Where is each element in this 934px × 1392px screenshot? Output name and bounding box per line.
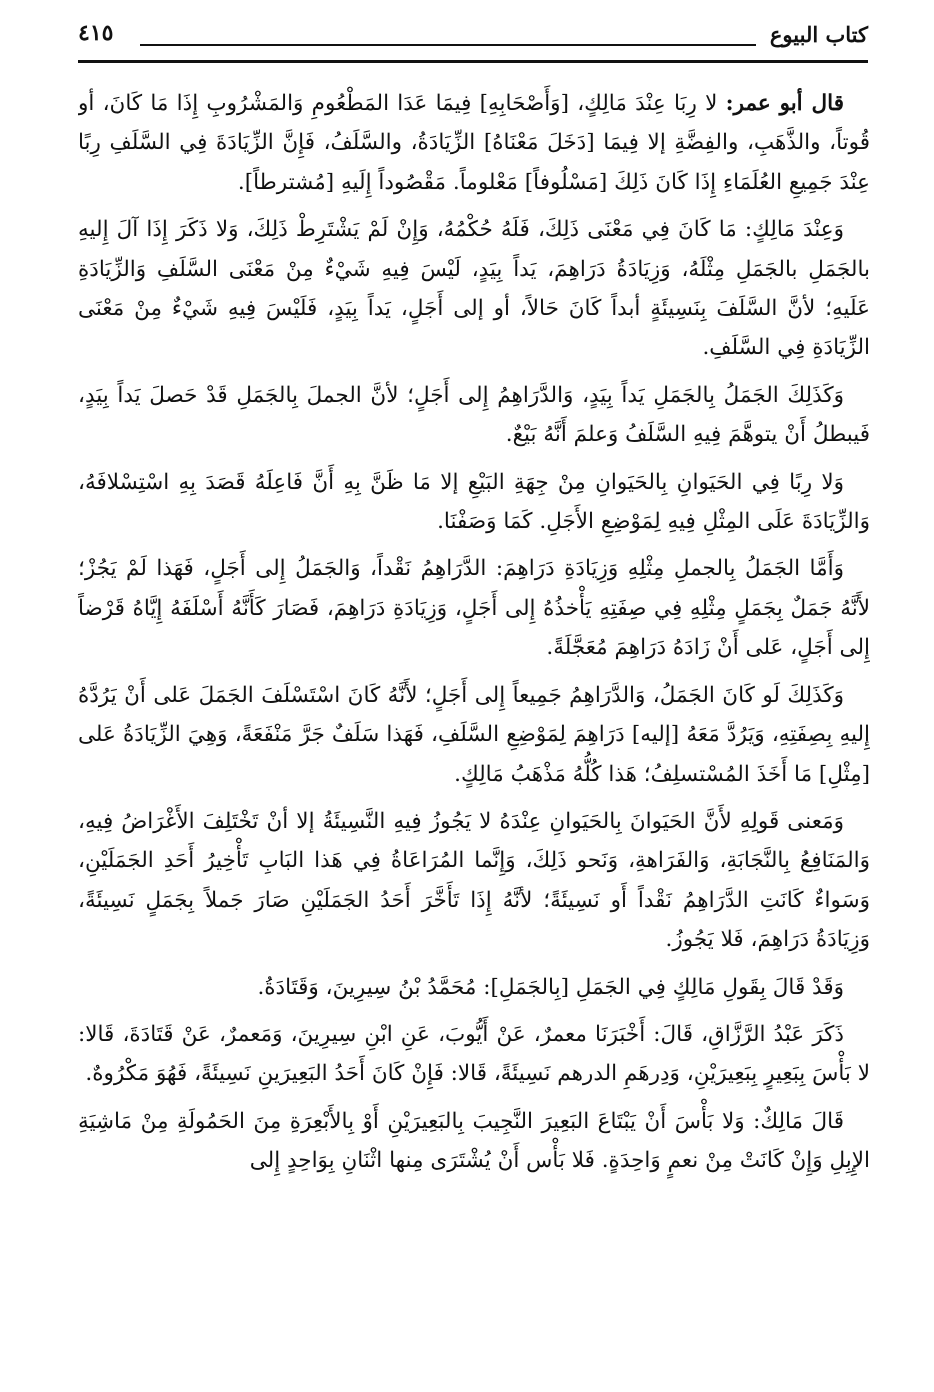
paragraph-text: وَعِنْدَ مَالِكٍ: مَا كَانَ فِي مَعْنَى ذَلِكَ، فَلَهُ حُكْمُهُ، وَإِنْ لَمْ يَشْتَرِطْ ذَلِكَ، وَلا ذَكَرَ إِذَا آلَ إِليهِ بالجَمَلِ بالجَمَلِ مِثْلَهُ، وَزِيَادَةُ دَرَاهِمَ، يَداً بِيَدٍ، لَيْسَ فِيهِ شَيْءٌ مِنْ مَعْنَى السَّلَفِ وَالزِّيَادَةِ عَلَيهِ؛ لأنَّ السَّلَفَ بِنَسِيئَةٍ أبداً كَانَ حَالاً، أو إلى أَجَلٍ، يَداً بِيَدٍ، فَلَيْسَ فِيهِ شَيْءٌ مِنْ مَعْنَى الزِّيَادَةِ فِي السَّلَفِ. — [78, 217, 870, 361]
paragraph-text: وَقَدْ قَالَ بِقَولِ مَالِكٍ فِي الجَمَلِ [بِالجَمَلِ]: مُحَمَّدُ بْنُ سِيرِينَ، وَقَتَادَةُ. — [257, 974, 844, 1000]
paragraph-6 — [78, 676, 870, 794]
paragraph-2 — [78, 210, 870, 368]
header-divider — [78, 60, 868, 63]
body-text — [78, 84, 870, 1384]
paragraph-7 — [78, 802, 870, 960]
paragraph-5 — [78, 549, 870, 667]
paragraph-10 — [78, 1102, 870, 1181]
page-number: ٤١٥ — [78, 20, 114, 46]
paragraph-text: وَأَمَّا الجَمَلُ بِالجملِ مِثْلِهِ وَزِيَادَةِ دَرَاهِمَ: الدَّرَاهِمُ نَقْداً، وَالجَمَلُ إِلى أَجَلٍ، فَهَذا لَمْ يَجُزْ؛ لأَنَّهُ جَمَلٌ بِجَمَلٍ مِثْلِهِ فِي صِفَتِهِ يَأْخذُهُ إِلى أَجَلٍ، وَزِيَادَةِ دَرَاهِمَ، فَصَارَ كَأَنَّهُ أَسْلَفَهُ إِيَّاهُ قَرْضاً إِلى أَجَلٍ، عَلى أَنْ زَادَهُ دَرَاهِمَ مُعَجَّلَةً. — [78, 556, 870, 661]
paragraph-1 — [78, 84, 870, 202]
paragraph-9 — [78, 1015, 870, 1094]
paragraph-text: وَكَذَلِكَ الجَمَلُ بِالجَمَلِ يَداً بِيَدٍ، وَالدَّرَاهِمُ إِلى أَجَلٍ؛ لأنَّ الجملَ بِالجَمَلِ قَدْ حَصلَ يَداً بِيَدٍ، فَيبطلُ أَنْ يتوهَّمَ فِيهِ السَّلَفُ وَعلمَ أَنَّهُ بَيْعٌ. — [78, 382, 870, 448]
chapter-title: كتاب البيوع — [769, 22, 868, 47]
paragraph-3 — [78, 376, 870, 455]
paragraph-text: ذَكَرَ عَبْدُ الرَّزَّاقِ، قَالَ: أَخْبَرَنَا معمرٌ، عَنْ أَيُّوبَ، عَنِ ابْنِ سِيرِينَ، وَمَعمرٌ، عَنْ قَتَادَةَ، قَالا: لا بَأْسَ بِبَعِيرٍ بِبَعِيرَيْنِ، وَدِرهَمِ الدرهم نَسِيئَةً، قَالا: فَإِنْ كَانَ أَحَدُ البَعِيرَينِ نَسِيئَةً، فَهُوَ مَكْرُوهٌ. — [78, 1021, 870, 1087]
paragraph-lead: قال أبو عمر: — [725, 91, 845, 116]
paragraph-text: وَمَعنى قَولِهِ لأَنَّ الحَيَوانَ بِالحَيَوانِ عِنْدَهُ لا يَجُوزُ فِيهِ النَّسِيئَةُ إلا أنْ تَخْتَلِفَ الأَغْرَاضُ فِيهِ، وَالمَنَافِعُ بِالنَّجَابَةِ، وَالفَرَاهةِ، وَنَحو ذَلِكَ، وَإِنَّما المُرَاعَاةُ فِي هَذا البَابِ تَأْخِيرُ أَحَدِ الجَمَلَيْنِ، وَسَواءٌ كَانَتِ الدَّرَاهِمُ نَقْداً أَو نَسِيئَةً؛ لأنَّهُ إِذَا تَأَخَّرَ أَحَدُ الجَمَلَيْنِ صَارَ جَملاً بِجَمَلٍ نَسِيئَةً، وَزِيَادَةُ دَرَاهِمَ، فَلا يَجُوزُ. — [78, 808, 870, 953]
paragraph-text: لا رِبَا عِنْدَ مَالِكٍ، [وَأَصْحَابِهِ] فِيمَا عَدَا المَطْعُومِ وَالمَشْرُوبِ إِذَا مَا كَانَ، أو قُوتاً، والذَّهَبِ، والفِضَّةِ إلا فِيمَا [دَخَلَ مَعْنَاهُ] الزِّيَادَةُ، والسَّلَفُ، فَإِنَّ الزِّيَادَةَ فِي السَّلَفِ رِبًا عِنْدَ جَمِيعِ العُلَمَاءِ إِذَا كَانَ ذَلِكَ [مَسْلُوفاً] مَعْلوماً. مَقْصُوداً إِلَيهِ [مُشترطاً]. — [78, 91, 870, 195]
paragraph-text: وَلا رِبًا فِي الحَيَوانِ بِالحَيَوانِ مِنْ جِهَةِ البَيْعِ إلا مَا ظَنَّ بِهِ أَنَّ فَاعِلَهُ قَصَدَ بِهِ اسْتِسْلافَهُ، وَالزِّيَادَةَ عَلَى المِثْلِ فِيهِ لِمَوْضِعِ الأَجَلِ. كَمَا وَصَفْنَا. — [78, 469, 870, 535]
paragraph-text: قَالَ مَالِكٌ: وَلا بَأْسَ أَنْ يَبْتَاعَ البَعِيرَ النَّجِيبَ بِالبَعِيرَيْنِ أَوْ بِالأَبْعِرَةِ مِنَ الحَمُولَةِ مِنْ مَاشِيَةِ الإِبِلِ وَإِنْ كَانَتْ مِنْ نعمٍ وَاحِدَةٍ. فَلا بَأْس أَنْ يُشْتَرَى مِنها اثْنَانِ بِوَاحِدٍ إِلى — [78, 1108, 870, 1174]
paragraph-text: وَكَذَلِكَ لَو كَانَ الجَمَلُ، وَالدَّرَاهِمُ جَمِيعاً إِلى أَجَلٍ؛ لأَنَّهُ كَانَ اسْتَسْلَفَ الجَمَلَ عَلى أَنْ يَرُدَّهُ إِليهِ بِصِفَتِهِ، وَيَرُدَّ مَعَهُ [إليه] دَرَاهِمَ لِمَوْضِعِ السَّلَفِ، فَهَذا سَلَفٌ جَرَّ مَنْفَعَةً، وَهِيَ الزِّيَادَةُ عَلى [مِثْلِ] مَا أَخَذَ المُسْتسلِفُ؛ هَذا كُلُّهُ مَذْهَبُ مَالِكٍ. — [78, 682, 870, 787]
paragraph-4 — [78, 463, 870, 542]
paragraph-8 — [78, 968, 870, 1007]
header-rule — [140, 44, 756, 46]
page-header — [78, 18, 868, 58]
